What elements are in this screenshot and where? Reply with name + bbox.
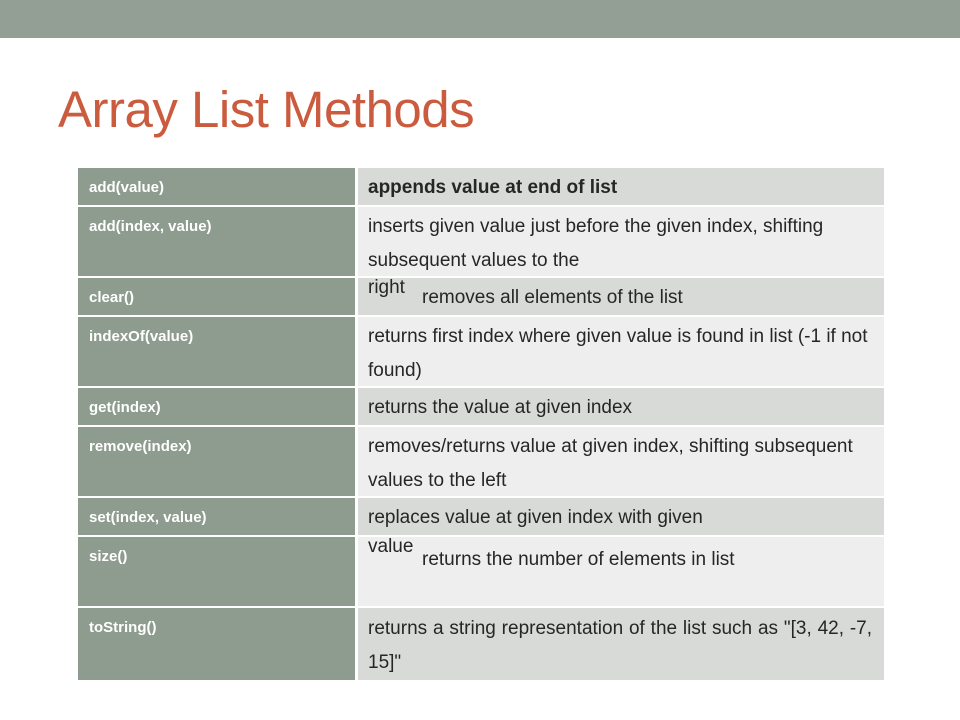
method-name: get(index): [78, 388, 355, 425]
method-description: replaces value at given index with given: [358, 498, 884, 535]
method-description: appends value at end of list: [358, 168, 884, 205]
slide-title: Array List Methods: [58, 81, 475, 138]
table-row: [78, 168, 884, 205]
method-name: size(): [78, 537, 355, 606]
table-row: [78, 388, 884, 425]
method-name: add(index, value): [78, 207, 355, 276]
method-name: clear(): [78, 278, 355, 315]
table-row: [78, 427, 884, 496]
method-name: remove(index): [78, 427, 355, 496]
method-name: toString(): [78, 608, 355, 680]
table-row: [78, 498, 884, 535]
table-row: [78, 207, 884, 276]
method-description: returns a string representation of the list such as "[3, 42, -7, 15]": [358, 608, 884, 680]
table-row: [78, 317, 884, 386]
method-description: removes/returns value at given index, shifting subsequent values to the left: [358, 427, 884, 496]
method-name: indexOf(value): [78, 317, 355, 386]
method-description: returns the number of elements in list: [358, 537, 884, 606]
method-description: returns the value at given index: [358, 388, 884, 425]
method-name: add(value): [78, 168, 355, 205]
top-accent-bar: [0, 0, 960, 38]
method-description: returns first index where given value is found in list (-1 if not found): [358, 317, 884, 386]
method-name: set(index, value): [78, 498, 355, 535]
table-row: [78, 278, 884, 315]
method-description: inserts given value just before the given index, shifting subsequent values to the: [358, 207, 884, 276]
method-description: removes all elements of the list: [358, 278, 884, 315]
table-row: [78, 608, 884, 680]
methods-table: [78, 168, 884, 680]
table-row: [78, 537, 884, 606]
overflow-text-value: value: [368, 536, 414, 557]
overflow-text-right: right: [368, 277, 405, 298]
